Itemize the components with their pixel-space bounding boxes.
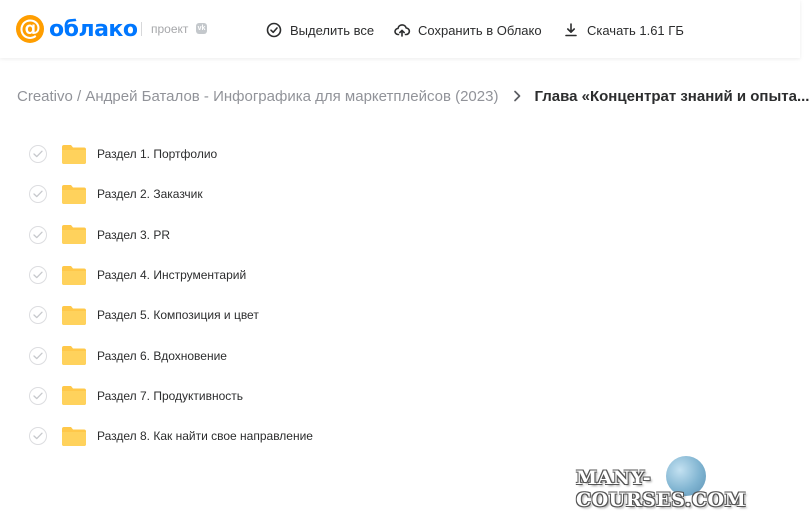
logo-text: облако bbox=[49, 16, 138, 42]
folder-icon bbox=[62, 427, 86, 446]
check-icon bbox=[33, 150, 43, 158]
project-label: проект bbox=[151, 22, 189, 36]
folder-icon bbox=[62, 225, 86, 244]
item-checkbox[interactable] bbox=[29, 226, 47, 244]
folder-icon bbox=[62, 145, 86, 164]
item-checkbox[interactable] bbox=[29, 306, 47, 324]
item-label: Раздел 7. Продуктивность bbox=[97, 388, 244, 403]
item-checkbox[interactable] bbox=[29, 387, 47, 405]
item-checkbox[interactable] bbox=[29, 185, 47, 203]
logo-divider bbox=[141, 22, 142, 36]
save-to-cloud-label: Сохранить в Облако bbox=[418, 22, 542, 38]
breadcrumb-current: Глава «Концентрат знаний и опыта... bbox=[534, 87, 809, 105]
item-label: Раздел 8. Как найти свое направление bbox=[97, 429, 313, 444]
item-label: Раздел 3. PR bbox=[97, 227, 171, 242]
list-item[interactable] bbox=[0, 134, 800, 174]
download-button[interactable] bbox=[563, 21, 684, 39]
list-item[interactable] bbox=[0, 335, 800, 375]
folder-icon bbox=[62, 346, 86, 365]
item-label: Раздел 6. Вдохновение bbox=[97, 348, 227, 363]
list-item[interactable] bbox=[0, 416, 800, 456]
list-item[interactable] bbox=[0, 255, 800, 295]
header bbox=[0, 0, 800, 58]
item-checkbox[interactable] bbox=[29, 145, 47, 163]
folder-icon bbox=[62, 386, 86, 405]
folder-icon bbox=[62, 185, 86, 204]
item-checkbox[interactable] bbox=[29, 266, 47, 284]
check-icon bbox=[33, 311, 43, 319]
item-checkbox[interactable] bbox=[29, 347, 47, 365]
list-item[interactable] bbox=[0, 376, 800, 416]
check-circle-icon bbox=[266, 22, 282, 38]
select-all-label: Выделить все bbox=[290, 22, 375, 38]
cloud-upload-icon bbox=[394, 22, 410, 38]
check-icon bbox=[33, 231, 43, 239]
folder-icon bbox=[62, 306, 86, 325]
list-item[interactable] bbox=[0, 215, 800, 255]
item-label: Раздел 1. Портфолио bbox=[97, 147, 218, 162]
folder-list bbox=[0, 134, 800, 456]
check-icon bbox=[33, 392, 43, 400]
item-label: Раздел 2. Заказчик bbox=[97, 187, 203, 202]
check-icon bbox=[33, 271, 43, 279]
watermark-text: MANY-COURSES.COM bbox=[576, 467, 747, 511]
download-label: Скачать 1.61 ГБ bbox=[587, 22, 684, 38]
check-icon bbox=[33, 190, 43, 198]
list-item[interactable] bbox=[0, 295, 800, 335]
item-label: Раздел 4. Инструментарий bbox=[97, 268, 247, 283]
item-checkbox[interactable] bbox=[29, 427, 47, 445]
check-icon bbox=[33, 432, 43, 440]
save-to-cloud-button[interactable] bbox=[394, 21, 542, 39]
download-icon bbox=[563, 22, 579, 38]
item-label: Раздел 5. Композиция и цвет bbox=[97, 308, 259, 323]
logo-at-icon: @ bbox=[16, 15, 44, 43]
chevron-right-icon bbox=[512, 90, 522, 102]
list-item[interactable] bbox=[0, 174, 800, 214]
vk-badge-icon: vk bbox=[197, 25, 206, 32]
select-all-button[interactable] bbox=[266, 21, 374, 39]
logo[interactable] bbox=[16, 14, 137, 44]
folder-icon bbox=[62, 266, 86, 285]
check-icon bbox=[33, 352, 43, 360]
breadcrumb-parent-link[interactable]: Creativo / Андрей Баталов - Инфографика для маркетплейсов (2023) bbox=[17, 87, 499, 105]
breadcrumb bbox=[17, 86, 809, 106]
